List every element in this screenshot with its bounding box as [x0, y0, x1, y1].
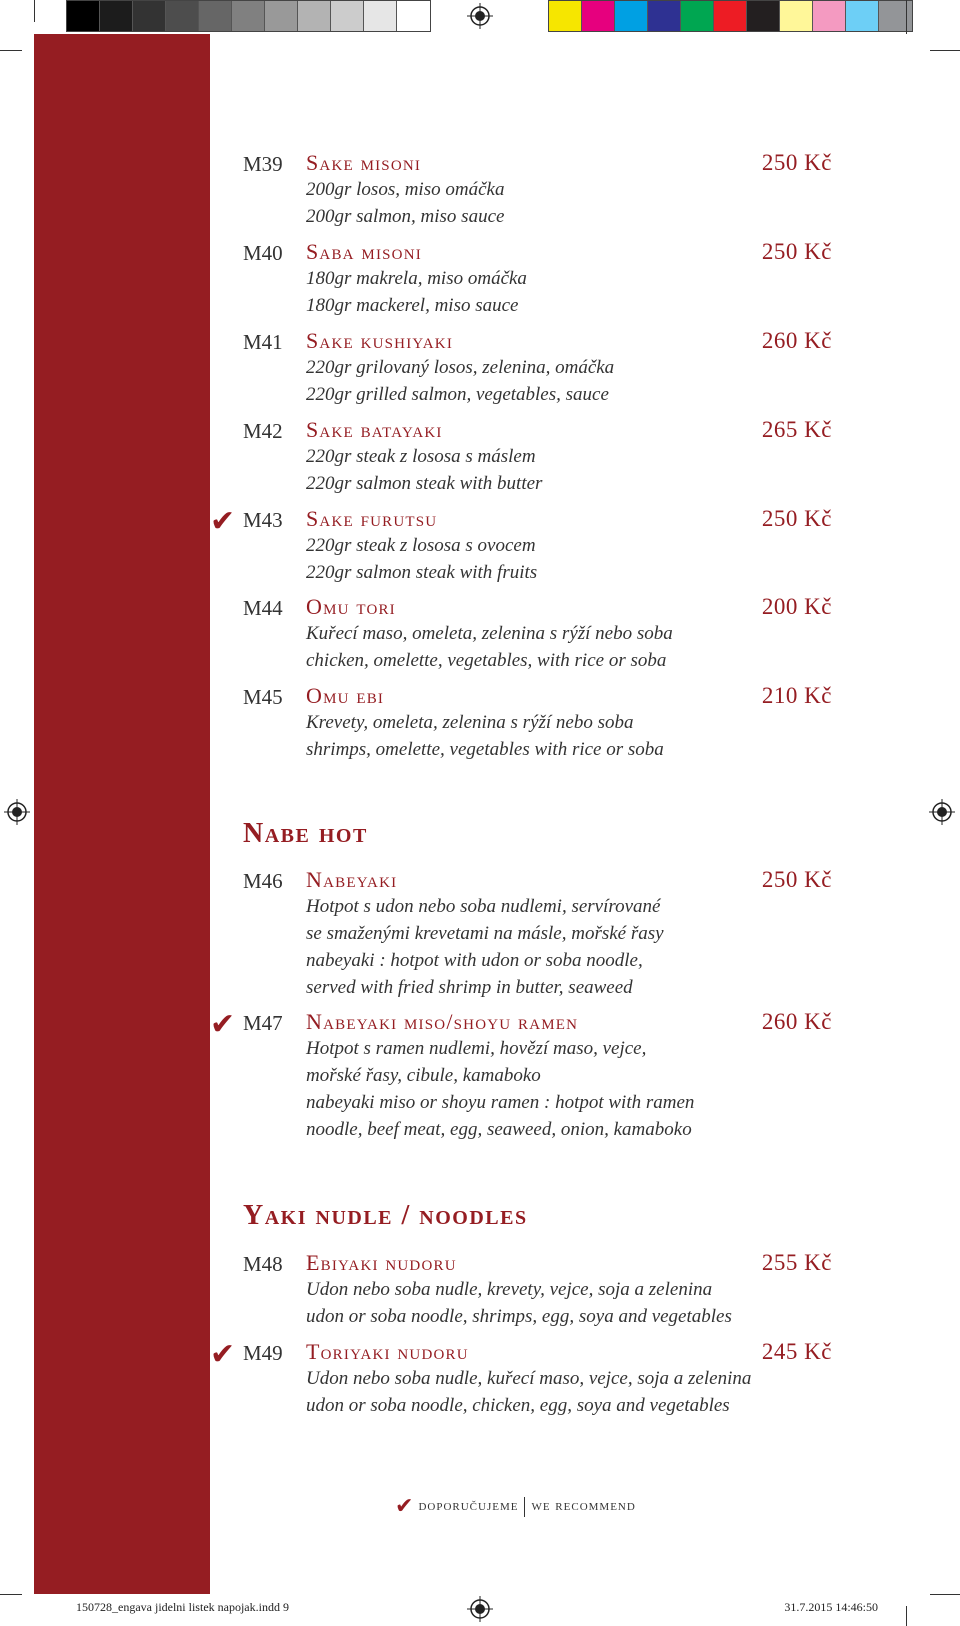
gray-swatch [364, 1, 397, 31]
item-description: Krevety, omeleta, zelenina s rýží nebo soba [306, 712, 634, 733]
item-name: Toriyaki nudoru [306, 1339, 469, 1364]
color-swatch [846, 1, 879, 31]
registration-mark-icon [4, 799, 30, 825]
item-code: M47 [243, 1011, 283, 1035]
gray-swatch [100, 1, 133, 31]
item-description: 220gr steak z lososa s ovocem [306, 535, 536, 556]
item-price: 250 Kč [761, 506, 832, 531]
color-swatch [747, 1, 780, 31]
gray-swatch [265, 1, 298, 31]
gray-swatch [298, 1, 331, 31]
crop-mark [930, 1594, 960, 1595]
item-code: M44 [243, 596, 283, 620]
item-description: served with fried shrimp in butter, seaweed [306, 977, 633, 998]
item-description: Udon nebo soba nudle, kuřecí maso, vejce, soja a zelenina [306, 1368, 752, 1389]
color-swatch [582, 1, 615, 31]
color-swatch [681, 1, 714, 31]
item-name: Sake kushiyaki [306, 328, 454, 353]
recommend-check-icon: ✔ [210, 1337, 236, 1372]
check-icon: ✔ [395, 1494, 415, 1519]
registration-mark-icon [929, 799, 955, 825]
color-swatch [879, 1, 912, 31]
item-code: M43 [243, 508, 283, 532]
color-swatch [615, 1, 648, 31]
crop-mark [0, 50, 22, 51]
item-price: 260 Kč [761, 328, 832, 353]
item-description: nabeyaki miso or shoyu ramen : hotpot with ramen [306, 1092, 695, 1113]
item-price: 250 Kč [761, 239, 832, 264]
item-description: nabeyaki : hotpot with udon or soba noodle, [306, 950, 643, 971]
item-name: Sake batayaki [306, 417, 443, 442]
gray-swatch [67, 1, 100, 31]
item-price: 260 Kč [761, 1009, 832, 1034]
gray-swatch [331, 1, 364, 31]
item-description: Kuřecí maso, omeleta, zelenina s rýží nebo soba [306, 623, 673, 644]
recommend-check-icon: ✔ [210, 504, 236, 539]
item-description: 180gr mackerel, miso sauce [306, 295, 519, 316]
item-code: M48 [243, 1252, 283, 1276]
item-code: M42 [243, 419, 283, 443]
item-name: Sake furutsu [306, 506, 438, 531]
gray-swatch [199, 1, 232, 31]
item-description: noodle, beef meat, egg, seaweed, onion, kamaboko [306, 1119, 692, 1140]
item-name: Omu tori [306, 594, 396, 619]
gray-swatch [397, 1, 430, 31]
item-description: udon or soba noodle, chicken, egg, soya and vegetables [306, 1395, 730, 1416]
item-description: 200gr salmon, miso sauce [306, 206, 505, 227]
item-description: shrimps, omelette, vegetables with rice or soba [306, 739, 664, 760]
item-name: Nabeyaki miso/shoyu ramen [306, 1009, 579, 1034]
item-name: Omu ebi [306, 683, 385, 708]
gray-swatch [232, 1, 265, 31]
color-swatch [549, 1, 582, 31]
legend-divider [524, 1497, 525, 1517]
color-swatch [813, 1, 846, 31]
item-price: 245 Kč [761, 1339, 832, 1364]
item-description: 180gr makrela, miso omáčka [306, 268, 527, 289]
item-name: Ebiyaki nudoru [306, 1250, 457, 1275]
item-description: udon or soba noodle, shrimps, egg, soya and vegetables [306, 1306, 732, 1327]
item-description: Udon nebo soba nudle, krevety, vejce, soja a zelenina [306, 1279, 713, 1300]
item-description: Hotpot s udon nebo soba nudlemi, servírované [306, 896, 661, 917]
item-code: M49 [243, 1341, 283, 1365]
recommend-check-icon: ✔ [210, 1007, 236, 1042]
footer-filename: 150728_engava jidelni listek napojak.indd 9 [76, 1600, 289, 1614]
item-name: Nabeyaki [306, 867, 398, 892]
item-name: Saba misoni [306, 239, 422, 264]
legend-en: we recommend [531, 1498, 636, 1514]
red-side-panel [34, 34, 210, 1594]
item-description: 220gr salmon steak with fruits [306, 562, 538, 583]
registration-mark-icon [467, 3, 493, 29]
section-title-yaki: Yaki nudle / noodles [243, 1200, 528, 1231]
color-swatch [780, 1, 813, 31]
grayscale-color-bar [66, 0, 431, 32]
item-code: M40 [243, 241, 283, 265]
item-code: M41 [243, 330, 283, 354]
item-description: 200gr losos, miso omáčka [306, 179, 505, 200]
section-title-nabe: Nabe hot [243, 818, 368, 849]
crop-mark [930, 50, 960, 51]
gray-swatch [133, 1, 166, 31]
gray-swatch [166, 1, 199, 31]
item-description: chicken, omelette, vegetables, with rice or soba [306, 650, 667, 671]
crop-mark [0, 1594, 22, 1595]
item-price: 210 Kč [761, 683, 832, 708]
crop-mark [906, 1606, 907, 1626]
item-price: 255 Kč [761, 1250, 832, 1275]
crop-mark [34, 0, 35, 22]
item-description: 220gr grilovaný losos, zelenina, omáčka [306, 357, 615, 378]
item-price: 250 Kč [761, 867, 832, 892]
item-description: se smaženými krevetami na másle, mořské řasy [306, 923, 664, 944]
color-swatch [714, 1, 747, 31]
item-description: 220gr salmon steak with butter [306, 473, 543, 494]
recommend-legend [395, 1494, 636, 1519]
item-description: 220gr grilled salmon, vegetables, sauce [306, 384, 609, 405]
registration-mark-icon [467, 1596, 493, 1622]
item-price: 250 Kč [761, 150, 832, 175]
color-swatch [648, 1, 681, 31]
item-code: M39 [243, 152, 283, 176]
item-code: M45 [243, 685, 283, 709]
item-description: mořské řasy, cibule, kamaboko [306, 1065, 541, 1086]
item-code: M46 [243, 869, 283, 893]
process-color-bar [548, 0, 913, 32]
item-description: 220gr steak z lososa s máslem [306, 446, 536, 467]
crop-mark [906, 0, 907, 34]
item-description: Hotpot s ramen nudlemi, hovězí maso, vejce, [306, 1038, 647, 1059]
item-price: 265 Kč [761, 417, 832, 442]
legend-cz: doporučujeme [418, 1498, 519, 1514]
item-price: 200 Kč [761, 594, 832, 619]
footer-date: 31.7.2015 14:46:50 [784, 1600, 878, 1614]
item-name: Sake misoni [306, 150, 422, 175]
